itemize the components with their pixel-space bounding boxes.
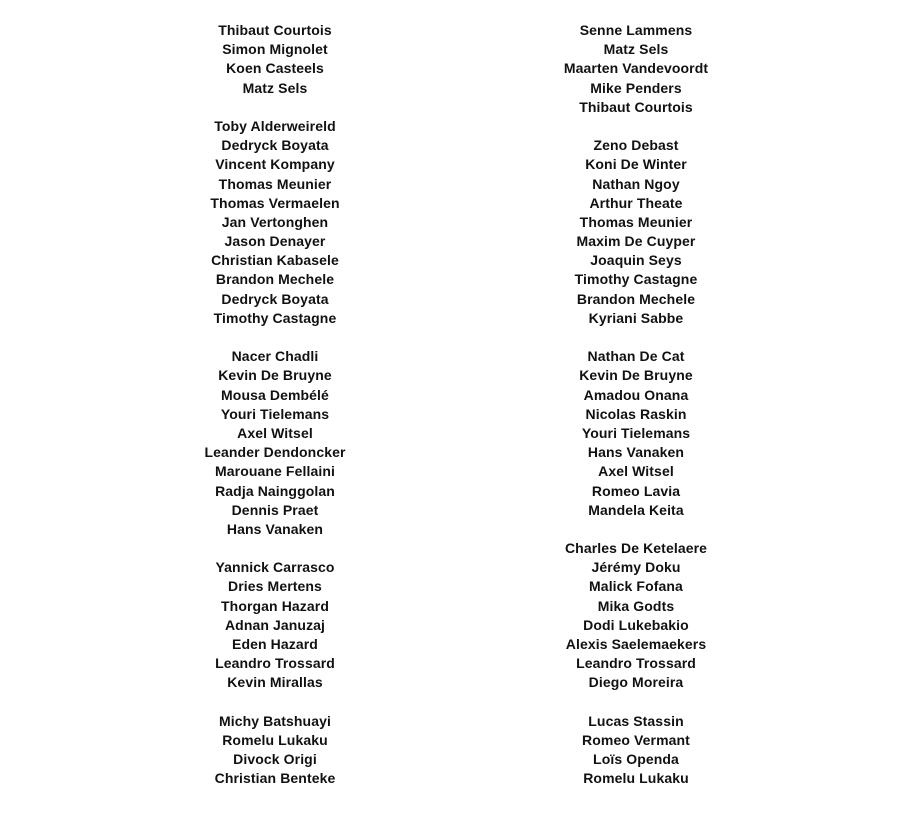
player-name: Vincent Kompany [215,156,335,173]
player-name: Christian Kabasele [211,252,339,269]
left-wingers-list [125,558,425,692]
player-name: Lucas Stassin [588,712,684,729]
player-name: Dries Mertens [228,578,322,595]
player-name: Alexis Saelemaekers [565,636,707,652]
player-name: Kevin De Bruyne [218,367,332,384]
player-name: Axel Witsel [237,424,313,441]
player-name: Nacer Chadli [231,348,319,365]
left-midfielders-list [125,347,425,539]
player-name: Matz Sels [603,41,669,58]
player-name: Leandro Trossard [576,655,696,672]
player-name: Hans Vanaken [587,444,685,461]
player-name: Charles De Ketelaere [564,540,708,557]
player-name: Michy Batshuayi [219,712,331,729]
player-name: Romeo Vermant [582,731,690,748]
player-name: Nicolas Raskin [585,405,687,422]
player-name: Loïs Openda [593,751,679,768]
left-player-column [125,21,425,808]
player-name: Youri Tielemans [220,405,330,422]
player-name: Timothy Castagne [213,309,337,326]
player-name: Jérémy Doku [591,559,681,576]
player-name: Nathan Ngoy [592,175,680,192]
player-name: Mike Penders [590,79,682,96]
player-name: Dennis Praet [231,501,319,518]
player-name: Youri Tielemans [581,424,691,441]
player-name: Leander Dendoncker [204,444,346,461]
player-name: Amadou Onana [583,386,689,403]
right-goalkeepers-list [486,21,786,117]
right-forwards-list [486,712,786,789]
player-name: Brandon Mechele [215,271,335,288]
player-name: Thomas Vermaelen [210,194,340,211]
player-name: Romelu Lukaku [583,770,689,787]
player-name: Matz Sels [242,79,308,96]
player-name: Yannick Carrasco [215,559,335,576]
right-player-column [486,21,786,808]
player-name: Thibaut Courtois [579,98,693,115]
player-name: Jan Vertonghen [221,213,329,230]
player-name: Adnan Januzaj [224,616,326,633]
player-name: Divock Origi [233,751,317,768]
player-name: Timothy Castagne [574,271,698,288]
player-name: Dedryck Boyata [221,290,329,307]
player-name: Marouane Fellaini [215,463,335,480]
player-name: Dodi Lukebakio [583,616,689,633]
player-name: Koni De Winter [585,156,687,173]
player-name: Kevin Mirallas [227,674,323,691]
player-name: Maarten Vandevoordt [563,60,709,77]
left-defenders-list [125,117,425,328]
player-name: Romeo Lavia [591,482,681,499]
player-name: Nathan De Cat [587,348,685,365]
right-midfielders-list [486,347,786,520]
player-name: Mika Godts [597,597,675,614]
player-name: Arthur Theate [589,194,683,211]
player-name: Mandela Keita [588,501,684,518]
player-name: Kevin De Bruyne [579,367,693,384]
player-name: Romelu Lukaku [222,731,328,748]
player-name: Mousa Dembélé [221,386,329,403]
player-name: Malick Fofana [589,578,683,595]
player-name: Kyriani Sabbe [588,309,684,326]
player-name: Thibaut Courtois [218,22,332,38]
player-name: Joaquin Seys [590,252,682,269]
player-name: Zeno Debast [593,137,679,154]
player-name: Axel Witsel [598,463,674,480]
player-name: Radja Nainggolan [215,482,335,499]
player-name: Jason Denayer [224,233,326,250]
player-name: Maxim De Cuyper [576,233,696,250]
right-wingers-list [486,539,786,693]
left-forwards-list [125,712,425,789]
player-name: Thomas Meunier [579,213,693,230]
player-name: Diego Moreira [588,674,684,691]
player-name: Thorgan Hazard [221,597,329,614]
left-goalkeepers-list [125,21,425,98]
player-name: Brandon Mechele [576,290,696,307]
player-name: Eden Hazard [232,636,318,652]
player-name: Christian Benteke [214,770,336,787]
player-name: Koen Casteels [226,60,324,77]
right-defenders-list [486,136,786,328]
player-name: Senne Lammens [579,22,693,38]
player-name: Simon Mignolet [222,41,328,58]
player-name: Toby Alderweireld [214,117,336,134]
player-name: Leandro Trossard [215,655,335,672]
player-name: Thomas Meunier [218,175,332,192]
player-name: Hans Vanaken [226,520,324,537]
player-name: Dedryck Boyata [221,137,329,154]
